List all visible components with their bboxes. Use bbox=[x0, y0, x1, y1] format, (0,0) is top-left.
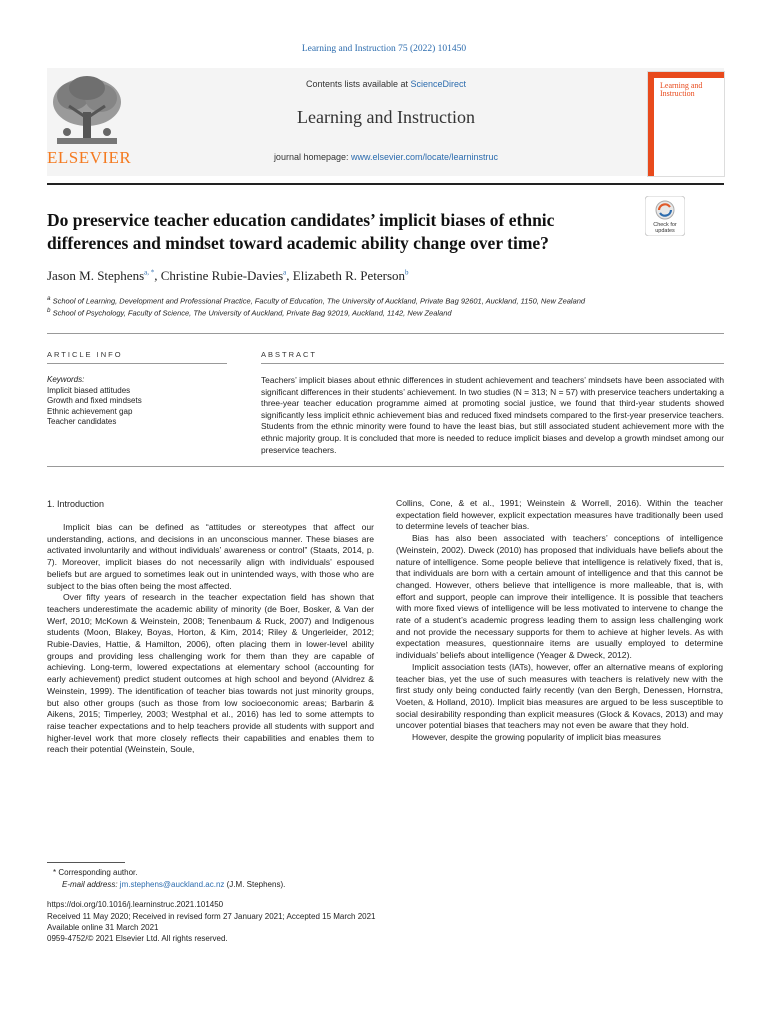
received-dates: Received 11 May 2020; Received in revised form 27 January 2021; Accepted 15 March 2021 bbox=[47, 912, 376, 921]
author-sup[interactable]: b bbox=[405, 268, 409, 277]
journal-title: Learning and Instruction bbox=[297, 107, 475, 127]
author-sup[interactable]: a, * bbox=[144, 268, 155, 277]
affiliation-a bbox=[47, 295, 727, 306]
affiliation-sup: a bbox=[47, 295, 51, 302]
contents-line bbox=[128, 79, 644, 89]
doi-link[interactable]: https://doi.org/10.1016/j.learninstruc.2021.101450 bbox=[47, 900, 224, 909]
publisher-logo-text: ELSEVIER bbox=[47, 148, 132, 167]
author-name[interactable]: Jason M. Stephens bbox=[47, 268, 145, 283]
cover-top-stripe bbox=[648, 72, 724, 78]
homepage-link[interactable]: www.elsevier.com/locate/learninstruc bbox=[351, 152, 499, 162]
badge-line2: updates bbox=[655, 228, 675, 234]
body-right-column bbox=[396, 498, 723, 744]
body-paragraph: Collins, Cone, & et al., 1991; Weinstein & Worrell, 2016). Within the teacher expectation field however, explicit expectation measures have traditionally been used to determine levels of teacher bias. bbox=[396, 498, 723, 532]
email-line bbox=[62, 879, 285, 890]
keyword: Ethnic achievement gap bbox=[47, 406, 133, 416]
email-label: E-mail address: bbox=[62, 880, 120, 889]
body-left-column bbox=[47, 522, 374, 756]
body-paragraph: Implicit association tests (IATs), however, offer an alternative means of exploring teacher bias, yet the use of such measures with teachers is relatively new with the first study only being conducted fairly recently (van den Bergh, Denessen, Hornstra, Voeten, & Holland, 2010). Implicit bias measures are argued to be less susceptible to social desirability responding than explicit measures (Glock & Kovacs, 2013) and may uncover potential biases that teachers may not even be aware that they hold. bbox=[396, 661, 723, 731]
email-suffix: (J.M. Stephens). bbox=[224, 880, 286, 889]
abstract-text: Teachers’ implicit biases about ethnic differences in student achievement and teachers’ mindsets have been associated with significant differences in their students’ achievement. In two studies (N = 313; N = 57) with preservice teachers undertaking a three-year teacher education programme aimed at promoting social justice, we found that third-year students showed significantly less implicit ethnic achievement bias and reduced fixed mindsets compared to the first-year preservice teachers. Students from the ethnic minority were found to have the least bias, but still associated student achievement more with the ethnic majority group. It is concluded that more is needed to reduce implicit biases and develop a growth mindset among our preservice teachers. bbox=[261, 375, 724, 455]
abstract-rule bbox=[261, 363, 724, 364]
check-for-updates-badge[interactable] bbox=[645, 196, 685, 236]
keywords-label: Keywords: bbox=[47, 375, 85, 384]
affiliation-b bbox=[47, 307, 727, 318]
author-name[interactable]: Christine Rubie-Davies bbox=[160, 268, 284, 283]
keyword: Implicit biased attitudes bbox=[47, 385, 131, 395]
cover-side-stripe bbox=[648, 78, 654, 176]
copyright-line: 0959-4752/© 2021 Elsevier Ltd. All rights reserved. bbox=[47, 934, 228, 943]
author-list: Jason M. Stephens$^{a, *}$, Christine Rubie-Davies$^a$, Elizabeth R. Peterson$^b$ bbox=[47, 268, 409, 283]
body-paragraph: Bias has also been associated with teachers’ conceptions of intelligence (Weinstein, 2002). Dweck (2010) has proposed that individuals have beliefs about the nature of intelligence. Some people believe that intelligence is relatively fixed, that is, that individuals are born with a certain amount of intelligence and that this cannot be changed. However, others believe that intelligence is more malleable, that is, with effort and support, people can improve their intelligence. It is possible that teachers with more fixed views of intelligence will be less motivated to intervene to change the rate of a student’s academic progress leading them to assign less challenging work and not provide the necessary supports for them to achieve at higher levels. As with expectation measures, questionnaire items are usually employed to determine individuals’ beliefs about intelligence (Yeager & Dweck, 2012). bbox=[396, 533, 723, 661]
body-paragraph: Implicit bias can be defined as “attitudes or stereotypes that affect our understanding, actions, and decisions in an unconscious manner. These biases are activated involuntarily and without individuals’ awareness or control” (Staats, 2014, p. 7). Moreover, implicit biases do not necessarily align with individuals’ espoused beliefs but are argued to sometimes leak out in unintended ways, with those who are subject to the bias often being the most affected. bbox=[47, 522, 374, 591]
contents-prefix: Contents lists available at bbox=[305, 79, 411, 89]
header-rule bbox=[47, 183, 724, 185]
affiliation-sup: b bbox=[47, 307, 51, 314]
homepage-line bbox=[128, 152, 644, 162]
homepage-prefix: journal homepage: bbox=[273, 152, 351, 162]
corresponding-author-note: * Corresponding author. bbox=[53, 868, 138, 877]
journal-cover-thumbnail bbox=[647, 71, 725, 177]
abstract-heading: ABSTRACT bbox=[261, 350, 318, 359]
author-name[interactable]: Elizabeth R. Peterson bbox=[292, 268, 406, 283]
affiliation-text: School of Learning, Development and Professional Practice, Faculty of Education, The University of Auckland, Private Bag 92601, Auckland, 1150, New Zealand bbox=[52, 296, 586, 306]
article-title: Do preservice teacher education candidates’ implicit biases of ethnic differences and mindset toward academic ability change over time? bbox=[47, 210, 555, 253]
article-info-heading: ARTICLE INFO bbox=[47, 350, 123, 359]
author-sup[interactable]: a bbox=[283, 268, 287, 277]
sciencedirect-link[interactable]: ScienceDirect bbox=[410, 79, 467, 89]
body-paragraph: Over fifty years of research in the teacher expectation field has shown that teachers underestimate the academic ability of minority (de Boer, Bosker, & Van der Werf, 2010; McKown & Weinstein, 2008; Tenenbaum & Ruck, 2007) and Indigenous students (Moon, Blakey, Boyas, Horton, & Kim, 2014; Riley & Ungerleider, 2012; Rubie-Davies, Hattie, & Hamilton, 2006), often placing them in lower-level ability groups and providing less challenging work for them than they are capable of achieving. Long-term, lowered expectations at elementary school (accounting for early achievement) predict student outcomes at high school and beyond (Alvidrez & Weinstein, 1999). The identification of teacher bias towards not just minority groups, but also other groups (such as those from low socioeconomic areas; Barbarin & Aikens, 2015; Timperley, 2003; Westphal et al., 2016) has led to some attempts to raise teacher expectations and to help teachers provide all students with support and higher-level work that more closely reflects their capabilities and enables them to reach their potential (Weinstein, Soule, bbox=[47, 592, 374, 755]
affiliation-text: School of Psychology, Faculty of Science, The University of Auckland, Private Bag 92019, Auckland, 1142, New Zealand bbox=[52, 308, 452, 318]
journal-citation[interactable]: Learning and Instruction 75 (2022) 101450 bbox=[301, 44, 467, 54]
footnote-rule bbox=[47, 862, 125, 863]
keyword: Teacher candidates bbox=[47, 417, 117, 426]
body-paragraph: However, despite the growing popularity of implicit bias measures bbox=[412, 732, 661, 743]
keywords-block bbox=[47, 375, 227, 428]
badge-line1: Check for bbox=[653, 222, 677, 228]
abstract-bottom-divider bbox=[47, 466, 724, 467]
info-rule bbox=[47, 363, 227, 364]
email-link[interactable]: jm.stephens@auckland.ac.nz bbox=[119, 880, 225, 889]
available-online: Available online 31 March 2021 bbox=[47, 923, 159, 932]
section-heading: 1. Introduction bbox=[47, 499, 105, 509]
keyword: Growth and fixed mindsets bbox=[47, 396, 142, 405]
front-matter-divider bbox=[47, 333, 724, 334]
cover-title: Learning and Instruction bbox=[660, 81, 703, 98]
